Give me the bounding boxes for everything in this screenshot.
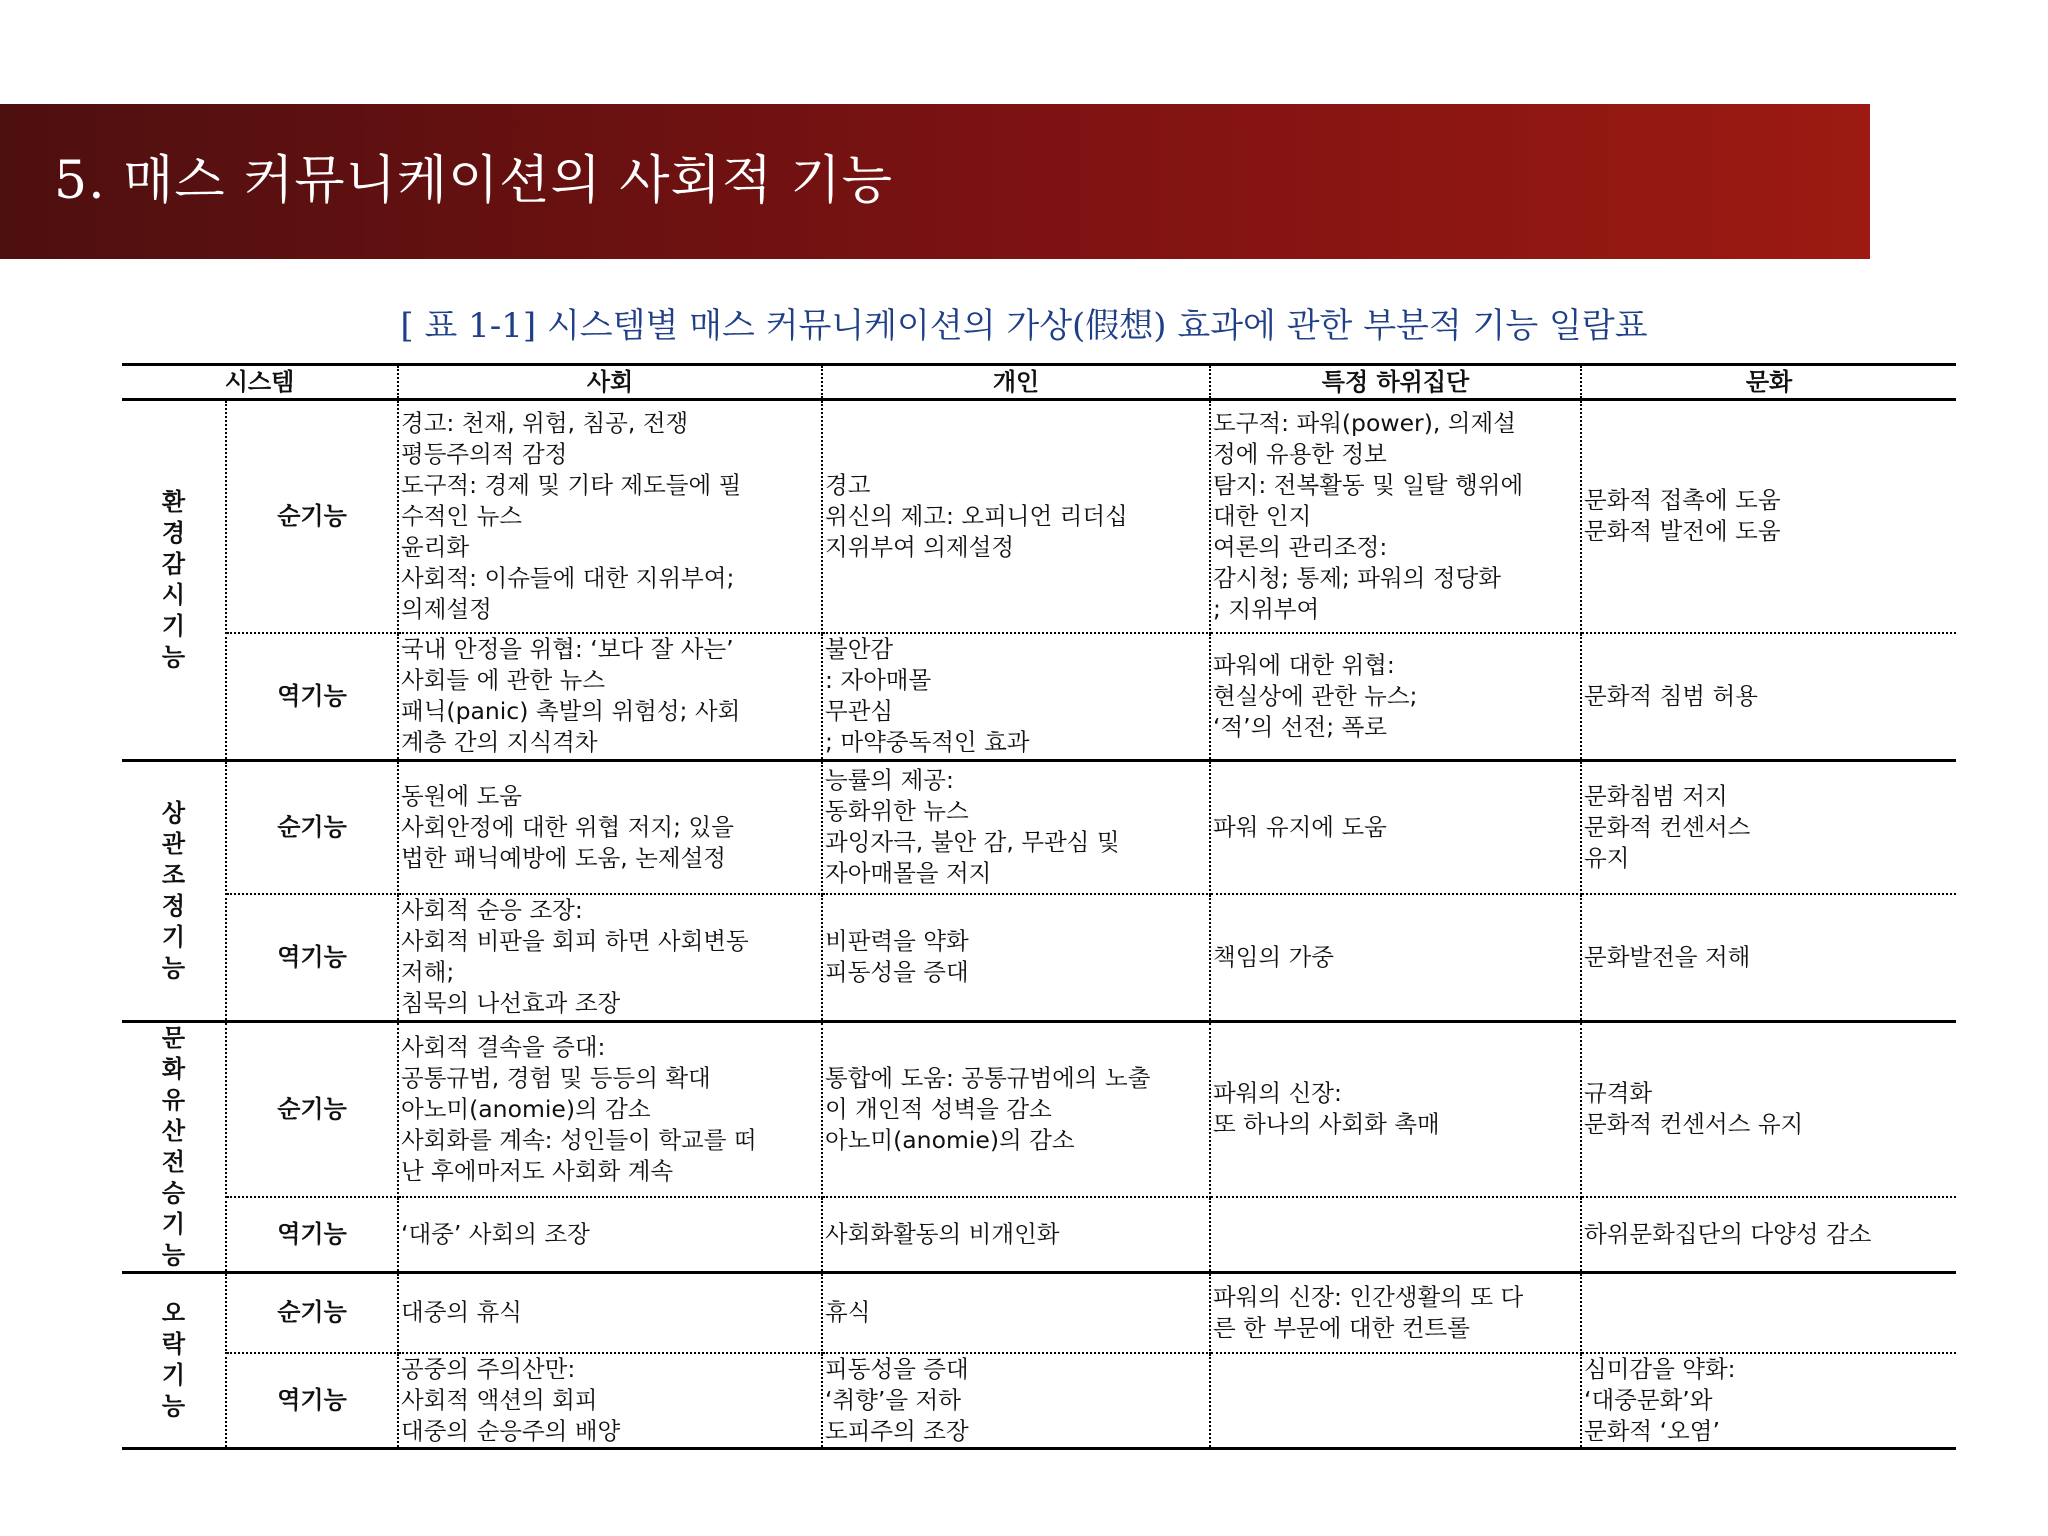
cell-society: 동원에 도움 사회안정에 대한 위협 저지; 있을 법한 패닉예방에 도움, 논제설정 [398,761,822,894]
function-type: 역기능 [226,633,398,761]
cell-culture [1581,1273,1956,1353]
header-subgroup: 특정 하위집단 [1210,365,1581,400]
cell-society: 사회적 결속을 증대: 공통규범, 경험 및 등등의 확대 아노미(anomie)의 감소 사회화를 계속: 성인들이 학교를 떠 난 후에마저도 사회화 계속 [398,1022,822,1197]
system-group-label [122,761,226,1022]
cell-individual: 경고 위신의 제고: 오피니언 리더십 지위부여 의제설정 [822,400,1210,633]
cell-society: 경고: 천재, 위험, 침공, 전쟁 평등주의적 감정 도구적: 경제 및 기타 제도들에 필 수적인 뉴스 윤리화 사회적: 이슈들에 대한 지위부여; 의제설정 [398,400,822,633]
cell-individual: 휴식 [822,1273,1210,1353]
cell-individual: 비판력을 약화 피동성을 증대 [822,894,1210,1022]
table-row [122,1022,1956,1197]
cell-individual: 사회화활동의 비개인화 [822,1197,1210,1273]
header-individual: 개인 [822,365,1210,400]
cell-society: 대중의 휴식 [398,1273,822,1353]
system-group-name: 환 경 감 시 기 능 [161,488,186,671]
table-row [122,1353,1956,1449]
function-type: 순기능 [226,400,398,633]
cell-subgroup: 파워의 신장: 인간생활의 또 다 른 한 부문에 대한 컨트롤 [1210,1273,1581,1353]
cell-individual: 능률의 제공: 동화위한 뉴스 과잉자극, 불안 감, 무관심 및 자아매몰을 저지 [822,761,1210,894]
cell-culture: 문화적 접촉에 도움 문화적 발전에 도움 [1581,400,1956,633]
cell-culture: 심미감을 약화: ‘대중문화’와 문화적 ‘오염’ [1581,1353,1956,1449]
table-row [122,894,1956,1022]
system-group-name: 오 락 기 능 [161,1299,186,1421]
cell-society: 국내 안정을 위협: ‘보다 잘 사는’ 사회들 에 관한 뉴스 패닉(panic) 촉발의 위험성; 사회 계층 간의 지식격차 [398,633,822,761]
cell-culture: 문화침범 저지 문화적 컨센서스 유지 [1581,761,1956,894]
cell-culture: 규격화 문화적 컨센서스 유지 [1581,1022,1956,1197]
cell-society: 사회적 순응 조장: 사회적 비판을 회피 하면 사회변동 저해; 침묵의 나선효과 조장 [398,894,822,1022]
header-culture: 문화 [1581,365,1956,400]
table-row [122,633,1956,761]
cell-subgroup: 파워 유지에 도움 [1210,761,1581,894]
system-group-label [122,400,226,761]
system-group-label [122,1273,226,1449]
cell-individual: 피동성을 증대 ‘취향’을 저하 도피주의 조장 [822,1353,1210,1449]
table-caption: [ 표 1-1] 시스템별 매스 커뮤니케이션의 가상(假想) 효과에 관한 부분적 기능 일람표 [400,306,1648,346]
system-group-name: 상 관 조 정 기 능 [161,799,186,982]
table-row [122,761,1956,894]
system-group-label [122,1022,226,1273]
table-row [122,1273,1956,1353]
function-type: 역기능 [226,1353,398,1449]
function-type: 역기능 [226,894,398,1022]
cell-subgroup [1210,1197,1581,1273]
function-type: 순기능 [226,761,398,894]
cell-culture: 하위문화집단의 다양성 감소 [1581,1197,1956,1273]
cell-society: ‘대중’ 사회의 조장 [398,1197,822,1273]
function-table [122,363,1956,1450]
cell-subgroup: 파워의 신장: 또 하나의 사회화 촉매 [1210,1022,1581,1197]
system-group-name: 문 화 유 산 전 승 기 능 [161,1024,186,1269]
function-type: 역기능 [226,1197,398,1273]
table-body [122,400,1956,1449]
cell-individual: 통합에 도움: 공통규범에의 노출 이 개인적 성벽을 감소 아노미(anomie)의 감소 [822,1022,1210,1197]
cell-subgroup: 도구적: 파워(power), 의제설 정에 유용한 정보 탐지: 전복활동 및 일탈 행위에 대한 인지 여론의 관리조정: 감시청; 통제; 파워의 정당화 ; 지위부여 [1210,400,1581,633]
table-row [122,1197,1956,1273]
table-row [122,400,1956,633]
title-bar [0,104,1870,259]
cell-society: 공중의 주의산만: 사회적 액션의 회피 대중의 순응주의 배양 [398,1353,822,1449]
header-system: 시스템 [122,365,398,400]
cell-individual: 불안감 : 자아매몰 무관심 ; 마약중독적인 효과 [822,633,1210,761]
cell-culture: 문화적 침범 허용 [1581,633,1956,761]
cell-subgroup [1210,1353,1581,1449]
header-society: 사회 [398,365,822,400]
function-type: 순기능 [226,1273,398,1353]
cell-subgroup: 파워에 대한 위협: 현실상에 관한 뉴스; ‘적’의 선전; 폭로 [1210,633,1581,761]
function-type: 순기능 [226,1022,398,1197]
cell-culture: 문화발전을 저해 [1581,894,1956,1022]
table-header-row [122,365,1956,400]
slide-title: 5. 매스 커뮤니케이션의 사회적 기능 [54,151,893,211]
cell-subgroup: 책임의 가중 [1210,894,1581,1022]
